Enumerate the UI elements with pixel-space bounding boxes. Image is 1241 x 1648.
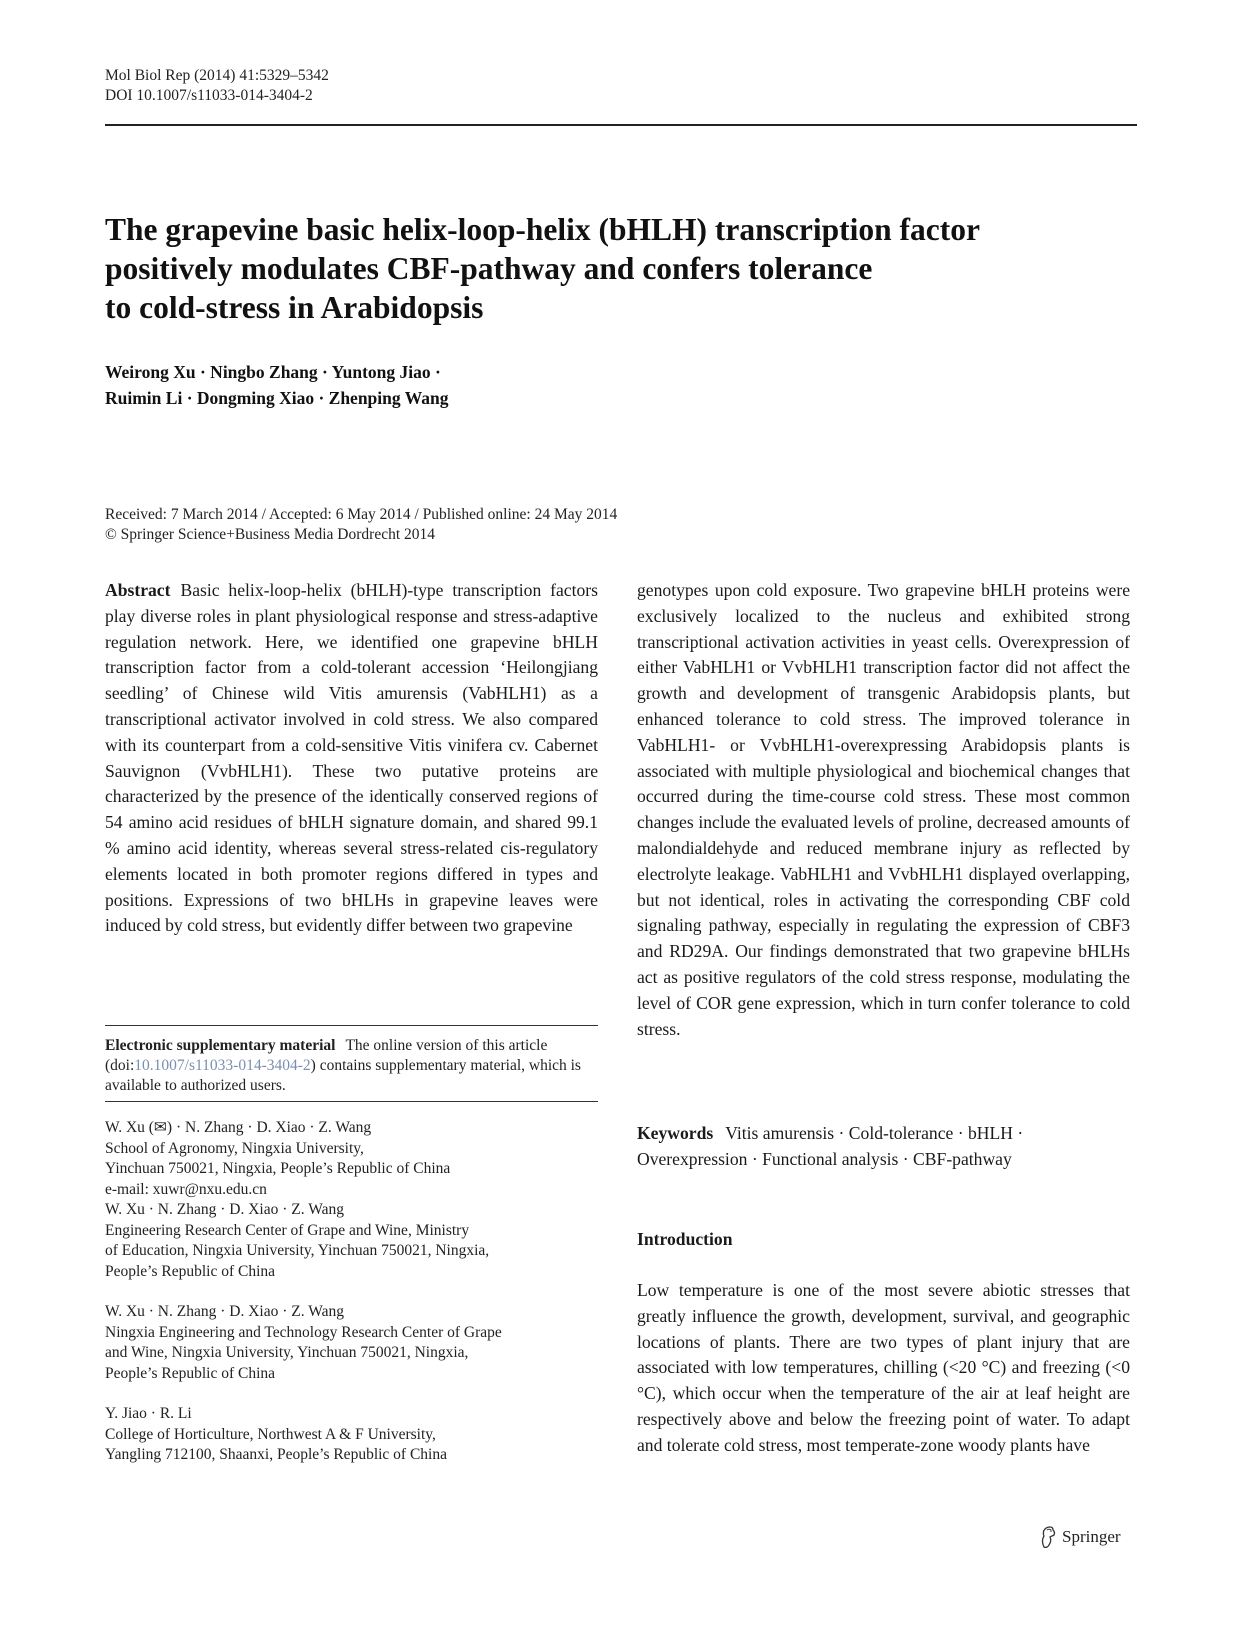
affiliation-block <box>105 1404 598 1466</box>
affiliation-line: Engineering Research Center of Grape and Wine, Ministry <box>105 1221 470 1239</box>
affiliation-line: of Education, Ningxia University, Yinchuan 750021, Ningxia, <box>105 1242 490 1259</box>
affiliation-line: and Wine, Ningxia University, Yinchuan 750021, Ningxia, <box>105 1344 469 1361</box>
journal-citation: Mol Biol Rep (2014) 41:5329–5342 <box>105 67 329 84</box>
supplementary-rule-bottom <box>105 1101 598 1102</box>
abstract-label: Abstract <box>105 580 171 600</box>
abstract-right-column <box>637 578 1130 1042</box>
affiliation-line: Ningxia Engineering and Technology Research Center of Grape <box>105 1323 502 1341</box>
history-dates: Received: 7 March 2014 / Accepted: 6 May 2014 / Published online: 24 May 2014 <box>105 506 618 523</box>
title-line-1: The grapevine basic helix-loop-helix (bHLH) transcription factor <box>105 212 980 247</box>
affiliation-line: Yangling 712100, Shaanxi, People’s Republic of China <box>105 1446 447 1463</box>
abstract-left-column <box>105 578 598 939</box>
affiliation-names: W. Xu · N. Zhang · D. Xiao · Z. Wang <box>105 1303 344 1320</box>
supplementary-text-before: The online version of this article (doi: <box>105 1037 548 1074</box>
affiliation-line: College of Horticulture, Northwest A & F University, <box>105 1425 436 1443</box>
introduction-heading: Introduction <box>637 1229 733 1249</box>
authors-line-2: Ruimin Li · Dongming Xiao · Zhenping Wang <box>105 388 449 408</box>
affiliation-block <box>105 1200 598 1282</box>
affiliation-line: School of Agronomy, Ningxia University, <box>105 1139 364 1157</box>
header-rule <box>105 124 1137 126</box>
supplementary-text-after: ) contains supplementary material, which is available to authorized users. <box>105 1057 581 1094</box>
affiliation-block <box>105 1118 598 1200</box>
affiliation-names: W. Xu (✉) · N. Zhang · D. Xiao · Z. Wang <box>105 1119 372 1136</box>
affiliation-line: People’s Republic of China <box>105 1364 276 1382</box>
supplementary-material-note <box>105 1036 598 1096</box>
introduction-text: Low temperature is one of the most severe abiotic stresses that greatly influence the growth, development, survival, and geographic locations of plants. There are two types of plant injury that are associated with low temperatures, chilling (<20 °C) and freezing (<0 °C), which occur when the temperature of the air at leaf height are respectively above and below the freezing point of water. To adapt and tolerate cold stress, most temperate-zone woody plants have <box>637 1280 1130 1455</box>
keywords-list: Vitis amurensis · Cold-tolerance · bHLH · Overexpression · Functional analysis · CBF-pathway <box>637 1123 1024 1169</box>
affiliation-line: People’s Republic of China <box>105 1262 276 1280</box>
abstract-text-right: genotypes upon cold exposure. Two grapevine bHLH proteins were exclusively localized to the nucleus and exhibited strong transcriptional activation activities in yeast cells. Overexpression of either VabHLH1 or VvbHLH1 transcription factor did not affect the growth and development of transgenic Arabidopsis plants, but enhanced tolerance to cold stress. The improved tolerance in VabHLH1- or VvbHLH1-overexpressing Arabidopsis plants is associated with multiple physiological and biochemical changes that occurred during the time-course cold stress. These most common changes include the evaluated levels of proline, decreased amounts of malondialdehyde and reduced membrane injury as reflected by electrolyte leakage. VabHLH1 and VvbHLH1 displayed overlapping, but not identical, roles in activating the corresponding CBF cold signaling pathway, especially in regulating the expression of CBF3 and RD29A. Our findings demonstrated that two grapevine bHLHs act as positive regulators of the cold stress response, modulating the level of COR gene expression, which in turn confer tolerance to cold stress. <box>637 580 1130 1039</box>
publisher-name: Springer <box>1062 1527 1121 1546</box>
author-list <box>105 359 1005 411</box>
supplementary-rule-top <box>105 1025 598 1026</box>
keywords-label: Keywords <box>637 1123 714 1143</box>
abstract-text-left: Basic helix-loop-helix (bHLH)-type transcription factors play diverse roles in plant physiological response and stress-adaptive regulation network. Here, we identified one grapevine bHLH transcription factor from a cold-tolerant accession ‘Heilongjiang seedling’ of Chinese wild Vitis amurensis (VabHLH1) as a transcriptional activator involved in cold stress. We also compared with its counterpart from a cold-sensitive Vitis vinifera cv. Cabernet Sauvignon (VvbHLH1). These two putative proteins are characterized by the presence of the identically conserved regions of 54 amino acid residues of bHLH signature domain, and shared 99.1 % amino acid identity, whereas several stress-related cis-regulatory elements located in both promoter regions differed in types and positions. Expressions of two bHLHs in grapevine leaves were induced by cold stress, but evidently differ between two grapevine <box>105 580 598 936</box>
copyright-notice: © Springer Science+Business Media Dordrecht 2014 <box>105 526 436 543</box>
doi-line: DOI 10.1007/s11033-014-3404-2 <box>105 87 313 104</box>
affiliation-names: Y. Jiao · R. Li <box>105 1405 192 1422</box>
authors-line-1: Weirong Xu · Ningbo Zhang · Yuntong Jiao · <box>105 362 441 382</box>
affiliation-email[interactable]: e-mail: xuwr@nxu.edu.cn <box>105 1180 267 1198</box>
publisher-mark <box>1038 1524 1121 1550</box>
keywords-block <box>637 1120 1130 1172</box>
publication-history <box>105 505 1005 545</box>
affiliation-block <box>105 1302 598 1384</box>
supplementary-label: Electronic supplementary material <box>105 1037 336 1054</box>
title-line-3: to cold-stress in Arabidopsis <box>105 290 484 325</box>
springer-horse-icon <box>1038 1525 1058 1549</box>
supplementary-doi-link[interactable]: 10.1007/s11033-014-3404-2 <box>134 1057 311 1074</box>
title-line-2: positively modulates CBF-pathway and confers tolerance <box>105 251 873 286</box>
article-title <box>105 210 1105 327</box>
affiliation-names: W. Xu · N. Zhang · D. Xiao · Z. Wang <box>105 1201 344 1218</box>
affiliation-line: Yinchuan 750021, Ningxia, People’s Republic of China <box>105 1160 451 1177</box>
